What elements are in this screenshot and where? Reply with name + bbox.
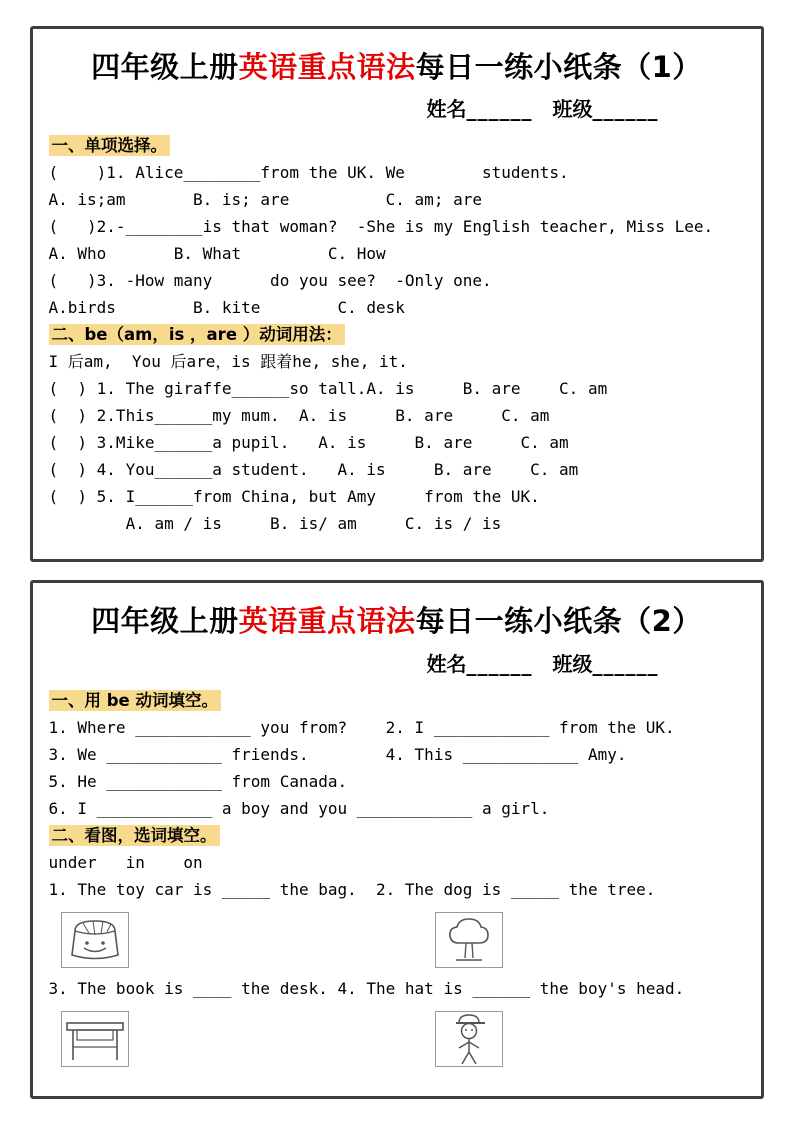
name-label: 姓名 <box>426 97 467 122</box>
desk-image <box>61 1011 129 1067</box>
line-text: ( ) 3.Mike______a pupil. A. is B. are C. am <box>48 433 569 453</box>
bag-image <box>61 912 129 968</box>
line-text: 二、看图，选词填空。 <box>49 825 220 846</box>
line-text: 一、用 be 动词填空。 <box>49 690 222 711</box>
line-text: A.birds B. kite C. desk <box>48 298 405 318</box>
class-label: 班级 <box>552 651 593 676</box>
sheet-body <box>49 132 745 537</box>
tree-image <box>435 912 503 968</box>
title-text-left: 四年级上册 <box>91 604 239 639</box>
name-label: 姓名 <box>426 651 467 676</box>
line-text: ( )1. Alice________from the UK. We students. <box>48 163 569 183</box>
title-text-red: 英语重点语法 <box>238 604 416 639</box>
line-text: under in on <box>48 852 203 872</box>
sheet-title <box>49 49 745 85</box>
boy-image <box>435 1011 503 1067</box>
line-text: 3. The book is ____ the desk. 4. The hat is ______ the boy's head. <box>48 978 685 998</box>
title-text-left: 四年级上册 <box>91 50 239 84</box>
class-blank-line: ______ <box>592 97 659 122</box>
exercise-line <box>49 741 745 768</box>
name-class-line <box>49 93 745 122</box>
sheet-body <box>49 687 745 1067</box>
exercise-line <box>49 294 745 321</box>
exercise-line <box>49 456 745 483</box>
exercise-line <box>49 429 745 456</box>
exercise-line <box>49 714 745 741</box>
exercise-line <box>49 240 745 267</box>
exercise-line <box>49 159 745 186</box>
exercise-line <box>49 483 745 510</box>
exercise-line <box>49 375 745 402</box>
exercise-line <box>49 876 745 903</box>
exercise-line <box>49 186 745 213</box>
line-text: 一、单项选择。 <box>49 135 171 156</box>
title-text-right: 每日一练小纸条（1） <box>415 50 702 84</box>
sheet-title <box>49 603 745 639</box>
line-text: 1. The toy car is _____ the bag. 2. The dog is _____ the tree. <box>48 879 656 899</box>
section-header <box>49 321 745 348</box>
line-text: 6. I ____________ a boy and you ____________ a girl. <box>48 798 550 818</box>
title-text-right: 每日一练小纸条（2） <box>415 604 702 639</box>
name-blank-line: ______ <box>466 97 533 122</box>
exercise-line <box>49 267 745 294</box>
line-text: 二、be（am，is ，are ）动词用法： <box>49 324 345 345</box>
class-label: 班级 <box>552 97 593 122</box>
name-blank-line: ______ <box>466 651 533 676</box>
exercise-line <box>49 213 745 240</box>
line-text: ( )3. -How many do you see? -Only one. <box>48 271 492 291</box>
line-text: 3. We ____________ friends. 4. This ____________ Amy. <box>48 744 627 764</box>
exercise-line <box>49 975 745 1002</box>
sheets-container <box>0 26 793 1099</box>
worksheet-sheet <box>30 26 764 562</box>
section-header <box>49 687 745 714</box>
section-header <box>49 822 745 849</box>
title-text-red: 英语重点语法 <box>238 50 416 84</box>
line-text: ( ) 1. The giraffe______so tall.A. is B. are C. am <box>48 379 608 399</box>
exercise-line <box>49 348 745 375</box>
worksheet-sheet <box>30 580 764 1098</box>
exercise-line <box>49 768 745 795</box>
exercise-line <box>49 849 745 876</box>
line-text: I 后am, You 后are，is 跟着he, she, it. <box>48 352 408 372</box>
line-text: A. am / is B. is/ am C. is / is <box>48 514 502 534</box>
exercise-line <box>49 795 745 822</box>
line-text: ( ) 5. I______from China, but Amy from the UK. <box>48 487 540 507</box>
line-text: 5. He ____________ from Canada. <box>48 771 348 791</box>
line-text: 1. Where ____________ you from? 2. I ____________ from the UK. <box>48 717 675 737</box>
line-text: ( ) 4. You______a student. A. is B. are C. am <box>48 460 579 480</box>
name-class-line <box>49 648 745 677</box>
line-text: ( )2.-________is that woman? -She is my English teacher, Miss Lee. <box>48 217 714 237</box>
section-header <box>49 132 745 159</box>
line-text: ( ) 2.This______my mum. A. is B. are C. am <box>48 406 550 426</box>
class-blank-line: ______ <box>592 651 659 676</box>
line-text: A. Who B. What C. How <box>48 244 386 264</box>
picture-row <box>49 908 745 968</box>
picture-row <box>49 1007 745 1067</box>
line-text: A. is;am B. is; are C. am; are <box>48 190 482 210</box>
exercise-line <box>49 510 745 537</box>
exercise-line <box>49 402 745 429</box>
